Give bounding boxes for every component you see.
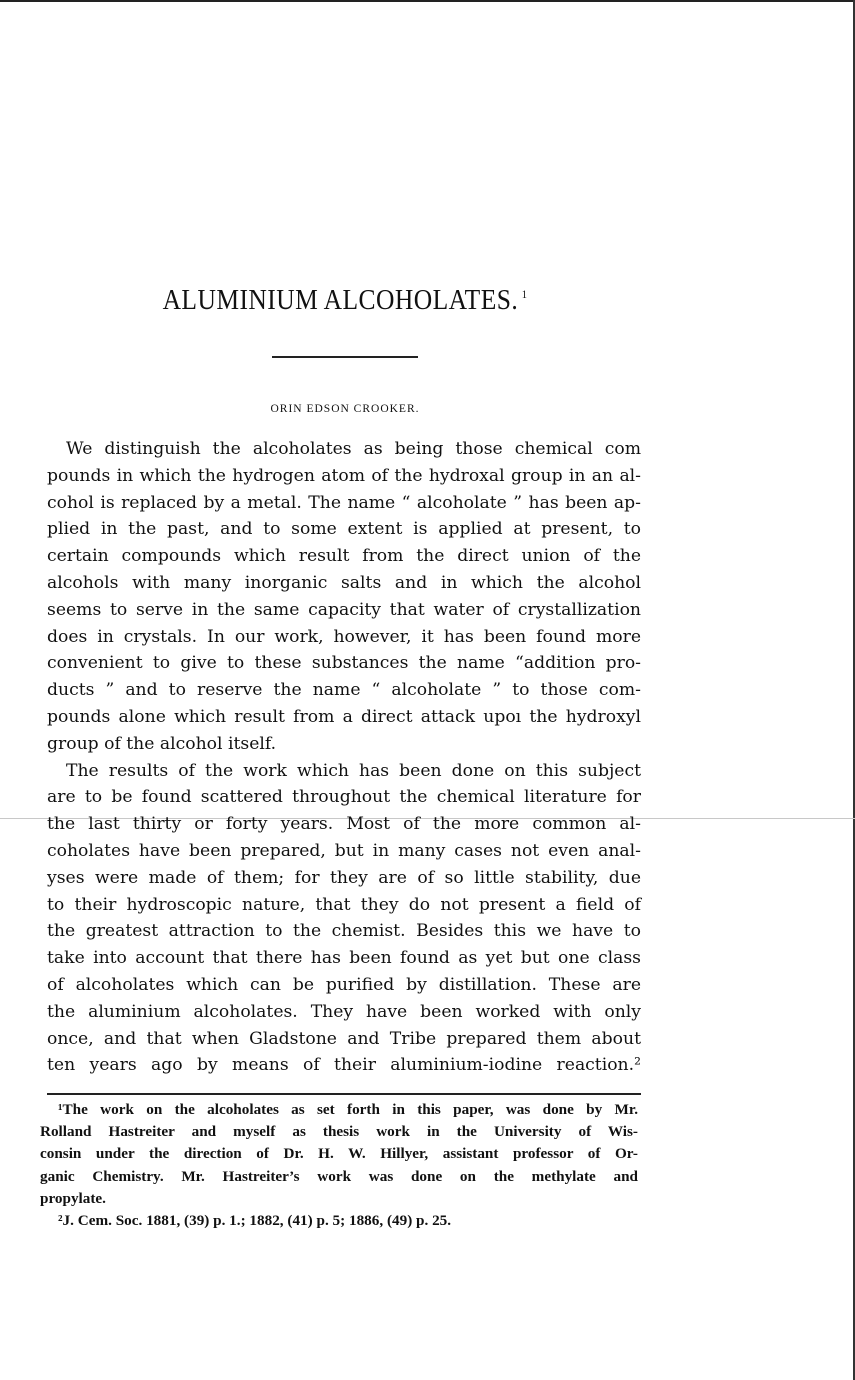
footnote-line: propylate. bbox=[40, 1189, 106, 1207]
article-title-text: ALUMINIUM ALCOHOLATES. bbox=[162, 284, 519, 316]
body-line: once, and that when Gladstone and Tribe prepared them about bbox=[47, 1028, 641, 1049]
body-line: pounds in which the hydrogen atom of the hydroxal group in an al- bbox=[47, 465, 641, 486]
body-line: of alcoholates which can be purified by distillation. These are bbox=[47, 974, 641, 995]
title-footnote-marker: 1 bbox=[521, 287, 528, 302]
title-divider bbox=[272, 356, 418, 358]
body-line: cohol is replaced by a metal. The name “ alcoholate ” has been ap- bbox=[47, 492, 641, 513]
body-line: group of the alcohol itself. bbox=[47, 733, 277, 754]
body-line: certain compounds which result from the direct union of the bbox=[47, 546, 641, 567]
body-line: pounds alone which result from a direct attack upoı the hydroxyl bbox=[47, 706, 641, 727]
body-text bbox=[47, 436, 641, 1079]
body-line: alcohols with many inorganic salts and in which the alcohol bbox=[47, 572, 641, 593]
footnote-divider bbox=[47, 1093, 641, 1095]
body-line: the greatest attraction to the chemist. Besides this we have to bbox=[47, 921, 641, 942]
article-title bbox=[41, 284, 648, 317]
body-line: to their hydroscopic nature, that they do not present a field of bbox=[47, 894, 641, 915]
body-line: convenient to give to these substances the name “addition pro- bbox=[47, 653, 641, 674]
footnote-line: ¹The work on the alcoholates as set forth in this paper, was done by Mr. bbox=[58, 1101, 638, 1118]
body-line: yses were made of them; for they are of so little stability, due bbox=[47, 867, 641, 888]
body-line: the last thirty or forty years. Most of the more common al- bbox=[47, 814, 641, 835]
footnote-line: Rolland Hastreiter and myself as thesis work in the University of Wis- bbox=[40, 1123, 638, 1141]
footnotes bbox=[40, 1099, 638, 1232]
body-line: take into account that there has been found as yet but one class bbox=[47, 948, 641, 969]
body-line: coholates have been prepared, but in many cases not even anal- bbox=[47, 840, 641, 861]
footnote-line: ²J. Cem. Soc. 1881, (39) p. 1.; 1882, (41) p. 5; 1886, (49) p. 25. bbox=[58, 1211, 452, 1229]
body-line: does in crystals. In our work, however, it has been found more bbox=[47, 626, 641, 647]
body-line: the aluminium alcoholates. They have been worked with only bbox=[47, 1001, 641, 1022]
author-name: ORIN EDSON CROOKER. bbox=[270, 403, 420, 415]
body-line: We distinguish the alcoholates as being those chemical com bbox=[66, 439, 641, 459]
body-line: The results of the work which has been done on this subject bbox=[66, 760, 641, 781]
body-line: ten years ago by means of their aluminium-iodine reaction.² bbox=[47, 1055, 641, 1076]
body-line: seems to serve in the same capacity that water of crystallization bbox=[47, 599, 641, 620]
footnote-line: ganic Chemistry. Mr. Hastreiter’s work was done on the methylate and bbox=[40, 1167, 638, 1185]
body-line: ducts ” and to reserve the name “ alcoholate ” to those com- bbox=[47, 680, 641, 701]
body-line: are to be found scattered throughout the chemical literature for bbox=[47, 787, 641, 808]
scan-top-edge bbox=[0, 0, 855, 2]
body-line: plied in the past, and to some extent is applied at present, to bbox=[47, 519, 641, 540]
footnote-line: consin under the direction of Dr. H. W. Hillyer, assistant professor of Or- bbox=[40, 1145, 638, 1163]
